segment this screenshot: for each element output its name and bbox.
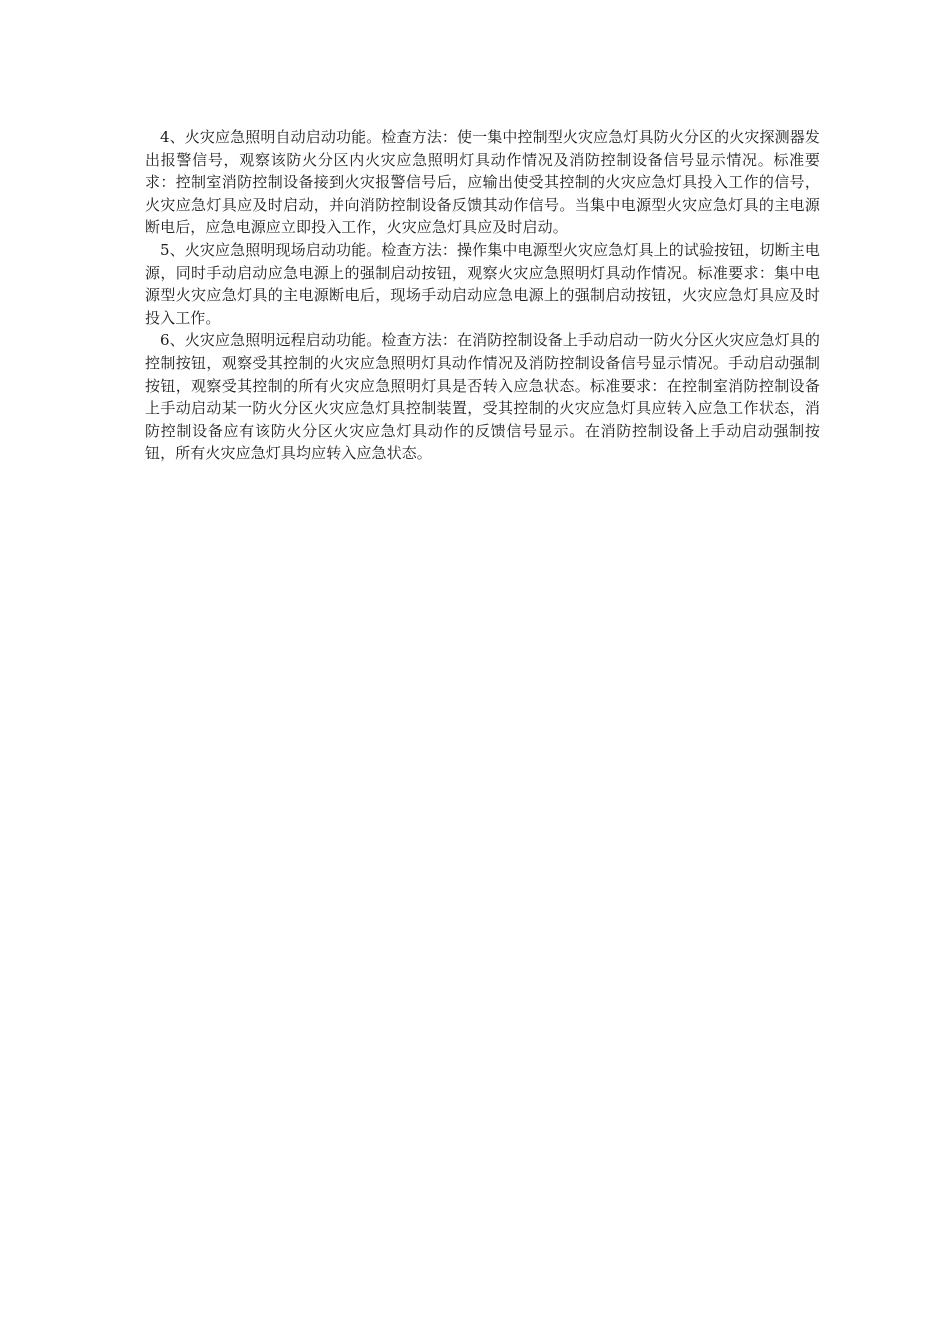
paragraph-item-4: 4、火灾应急照明自动启动功能。检查方法：使一集中控制型火灾应急灯具防火分区的火灾探测器发出报警信号，观察该防火分区内火灾应急照明灯具动作情况及消防控制设备信号显示情况。标准要求：控制室消防控制设备接到火灾报警信号后，应输出使受其控制的火灾应急灯具投入工作的信号，火灾应急灯具应及时启动，并向消防控制设备反馈其动作信号。当集中电源型火灾应急灯具的主电源断电后，应急电源应立即投入工作，火灾应急灯具应及时启动。 [145, 128, 820, 237]
paragraph-item-6: 6、火灾应急照明远程启动功能。检查方法：在消防控制设备上手动启动一防火分区火灾应急灯具的控制按钮，观察受其控制的火灾应急照明灯具动作情况及消防控制设备信号显示情况。手动启动强制按钮，观察受其控制的所有火灾应急照明灯具是否转入应急状态。标准要求：在控制室消防控制设备上手动启动某一防火分区火灾应急灯具控制装置，受其控制的火灾应急灯具应转入应急工作状态，消防控制设备应有该防火分区火灾应急灯具动作的反馈信号显示。在消防控制设备上手动启动强制按钮，所有火灾应急灯具均应转入应急状态。 [145, 331, 820, 463]
document-body [145, 126, 820, 465]
paragraph-item-5: 5、火灾应急照明现场启动功能。检查方法：操作集中电源型火灾应急灯具上的试验按钮，切断主电源，同时手动启动应急电源上的强制启动按钮，观察火灾应急照明灯具动作情况。标准要求：集中电源型火灾应急灯具的主电源断电后，现场手动启动应急电源上的强制启动按钮，火灾应急灯具应及时投入工作。 [145, 240, 820, 327]
